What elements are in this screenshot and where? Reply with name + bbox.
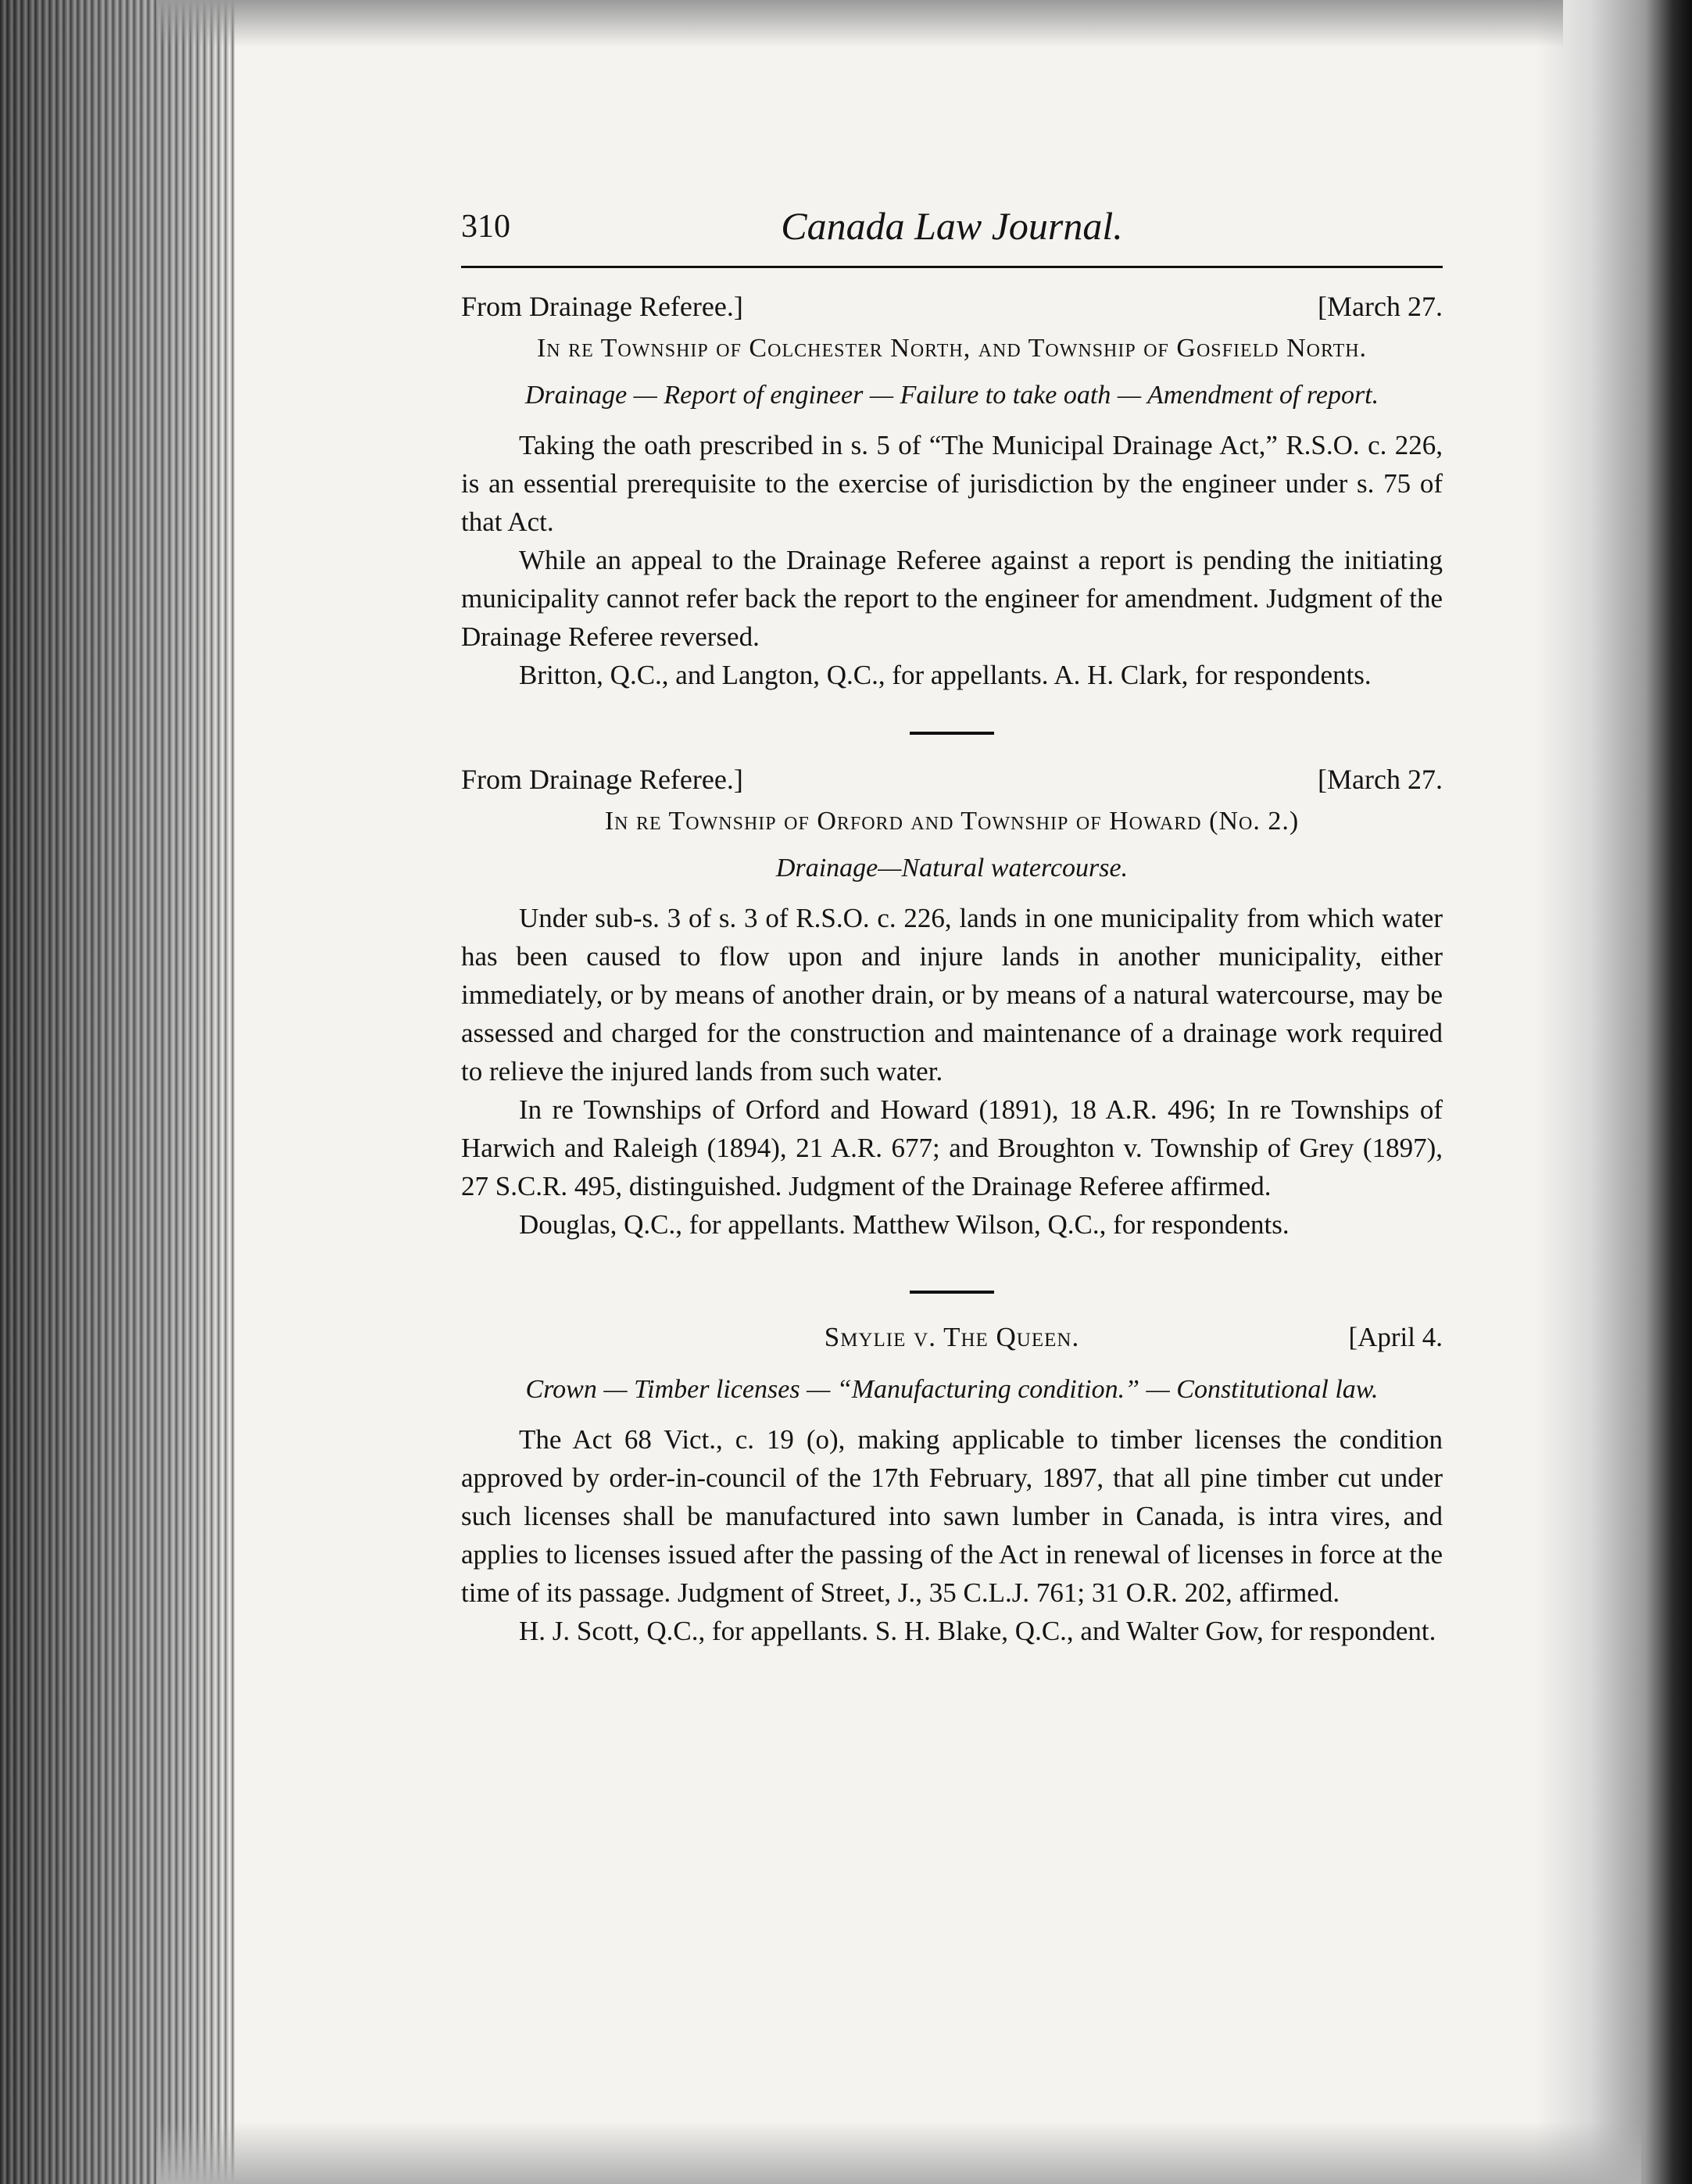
headnote-paragraph: Under sub-s. 3 of s. 3 of R.S.O. c. 226, lands in one municipality from which water has been caused to flow upon and injure lands in another municipality, either immediately, or by means of another drain, or by means of a natural watercourse, may be assessed and charged for the construction and maintenance of a drainage work required to relieve the injured lands from such water. <box>461 903 1443 1087</box>
case-heading-row <box>461 763 1443 796</box>
case-date: [March 27. <box>1318 764 1443 795</box>
case-report <box>461 290 1443 694</box>
page-number: 310 <box>461 209 510 245</box>
journal-title: Canada Law Journal. <box>781 204 1123 248</box>
headnote-paragraph: While an appeal to the Drainage Referee against a report is pending the initiating municipality cannot refer back the report to the engineer for amendment. Judgment of the Drainage Referee reversed. <box>461 545 1443 652</box>
counsel-line: H. J. Scott, Q.C., for appellants. S. H. Blake, Q.C., and Walter Gow, for respondent. <box>519 1616 1436 1646</box>
page-edge-shadow <box>1536 0 1692 2184</box>
counsel-line: Britton, Q.C., and Langton, Q.C., for appellants. A. H. Clark, for respondents. <box>519 660 1372 690</box>
case-heading-row <box>461 1322 1443 1361</box>
catchwords: Crown — Timber licenses — “Manufacturing condition.” — Constitutional law. <box>525 1375 1379 1404</box>
case-title: Smylie v. The Queen. <box>824 1322 1080 1352</box>
case-title: In re Township of Colchester North, and Township of Gosfield North. <box>536 334 1368 363</box>
case-date: [March 27. <box>1318 291 1443 322</box>
authorities-paragraph: In re Townships of Orford and Howard (1891), 18 A.R. 496; In re Townships of Harwich and Raleigh (1894), 21 A.R. 677; and Broughton v. Township of Grey (1897), 27 S.C.R. 495, distinguished. Judgment of the Drainage Referee affirmed. <box>461 1094 1443 1201</box>
case-heading-row <box>461 290 1443 323</box>
section-divider <box>910 1291 994 1294</box>
section-divider <box>910 732 994 735</box>
journal-page <box>461 203 1443 1650</box>
headnote-paragraph: Taking the oath prescribed in s. 5 of “The Municipal Drainage Act,” R.S.O. c. 226, is an essential prerequisite to the exercise of jurisdiction by the engineer under s. 75 of that Act. <box>461 430 1443 537</box>
running-head <box>461 203 1443 268</box>
book-spine-shadow <box>0 0 234 2184</box>
catchwords: Drainage — Report of engineer — Failure to take oath — Amendment of report. <box>524 381 1379 410</box>
case-report <box>461 1322 1443 1650</box>
case-report <box>461 763 1443 1244</box>
top-scan-edge <box>156 0 1563 47</box>
court-of-origin: From Drainage Referee.] <box>461 291 743 322</box>
counsel-line: Douglas, Q.C., for appellants. Matthew Wilson, Q.C., for respondents. <box>519 1209 1290 1240</box>
case-title: In re Township of Orford and Township of Howard (No. 2.) <box>604 807 1300 836</box>
court-of-origin: From Drainage Referee.] <box>461 764 743 795</box>
catchwords: Drainage—Natural watercourse. <box>775 854 1129 883</box>
case-date: [April 4. <box>1348 1322 1443 1352</box>
bottom-scan-edge <box>156 2121 1641 2184</box>
headnote-paragraph: The Act 68 Vict., c. 19 (o), making applicable to timber licenses the condition approved by order-in-council of the 17th February, 1897, that all pine timber cut under such licenses shall be manufactured into sawn lumber in Canada, is intra vires, and applies to licenses issued after the passing of the Act in renewal of licenses in force at the time of its passage. Judgment of Street, J., 35 C.L.J. 761; 31 O.R. 202, affirmed. <box>461 1424 1443 1608</box>
